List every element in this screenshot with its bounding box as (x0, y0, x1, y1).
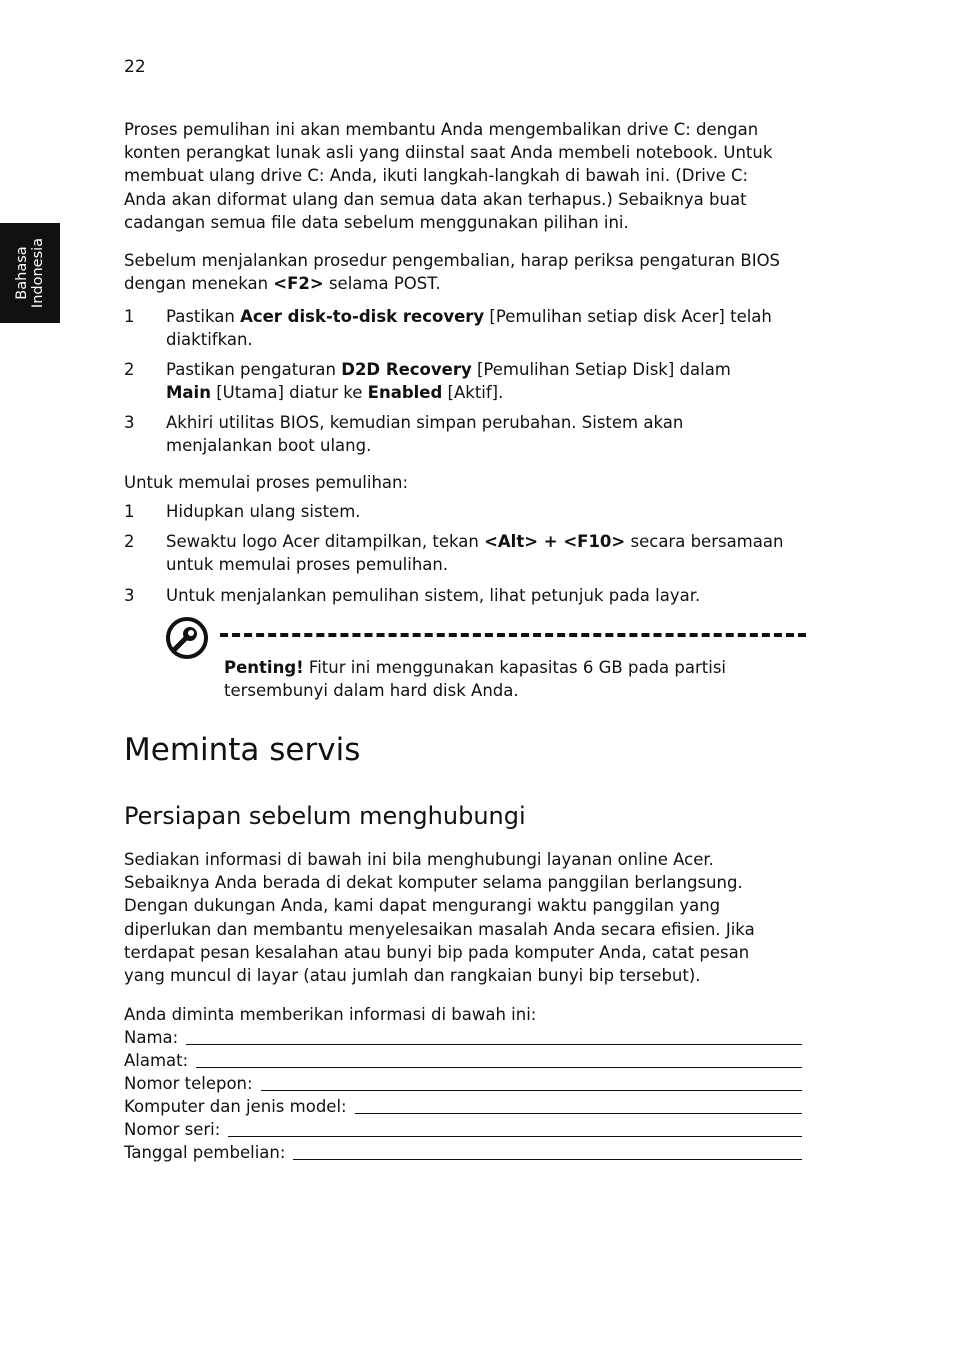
bios-intro-paragraph (124, 249, 814, 295)
form-intro: Anda diminta memberikan informasi di bawah ini: (124, 1005, 537, 1024)
form-label: Nomor seri: (124, 1119, 221, 1139)
form-label: Nomor telepon: (124, 1073, 253, 1093)
blank-line (355, 1112, 802, 1114)
blank-line (186, 1043, 802, 1045)
intro-line: cadangan semua file data sebelum menggunakan pilihan ini. (124, 212, 629, 232)
important-note-icon (165, 616, 209, 660)
intro-line: membuat ulang drive C: Anda, ikuti langkah-langkah di bawah ini. (Drive C: (124, 166, 749, 186)
side-tab-line1: Bahasa (14, 246, 30, 300)
intro-line: Proses pemulihan ini akan membantu Anda mengembalikan drive C: dengan (124, 120, 759, 139)
section-title: Meminta servis (124, 732, 361, 768)
form-label: Alamat: (124, 1050, 189, 1070)
page-number: 22 (124, 57, 146, 77)
note-label: Penting! (224, 658, 304, 677)
bios-intro-line: Sebelum menjalankan prosedur pengembalian, harap periksa pengaturan BIOS (124, 251, 781, 270)
form-label: Nama: (124, 1027, 179, 1047)
list-number: 2 (124, 360, 135, 379)
list-number: 3 (124, 413, 135, 432)
intro-paragraph (124, 118, 814, 234)
list-number: 2 (124, 532, 135, 551)
intro-line: Anda akan diformat ulang dan semua data akan terhapus.) Sebaiknya buat (124, 189, 747, 209)
section-subtitle: Persiapan sebelum menghubungi (124, 802, 526, 830)
list-number: 1 (124, 502, 135, 521)
service-paragraph: Sediakan informasi di bawah ini bila menghubungi layanan online Acer. Sebaiknya Anda berada di dekat komputer selama panggilan berlangsung. Dengan dukungan Anda, kami dapat mengurangi waktu panggilan yang diperlukan dan membantu menyelesaikan masalah Anda secara efisien. Jika terdapat pesan kesalahan atau bunyi bip pada komputer Anda, catat pesan yang muncul di layar (atau jumlah dan rangkaian bunyi bip tersebut). (124, 850, 755, 986)
blank-line (261, 1089, 802, 1091)
blank-line (293, 1158, 802, 1160)
form-label: Tanggal pembelian: (124, 1142, 286, 1162)
note-divider (220, 633, 806, 637)
form-field-purchase-date (124, 1141, 802, 1164)
form-field-model (124, 1095, 802, 1118)
list-number: 1 (124, 307, 135, 326)
form-field-serial (124, 1118, 802, 1141)
form-label: Komputer dan jenis model: (124, 1096, 347, 1116)
form-field-name (124, 1026, 802, 1049)
recovery-intro: Untuk memulai proses pemulihan: (124, 473, 409, 492)
blank-line (196, 1066, 802, 1068)
form-field-phone (124, 1072, 802, 1095)
blank-line (228, 1135, 802, 1137)
key-f2: <F2> (273, 274, 324, 294)
bios-intro-line: dengan menekan <F2> selama POST. (124, 274, 441, 294)
side-tab-line2: Indonesia (30, 237, 46, 309)
note-text: Penting! Fitur ini menggunakan kapasitas 6 GB pada partisi tersembunyi dalam hard disk Anda. (224, 658, 727, 701)
language-side-tab (0, 223, 60, 323)
form-field-address (124, 1049, 802, 1072)
intro-line: konten perangkat lunak asli yang diinstal saat Anda membeli notebook. Untuk (124, 143, 773, 163)
list-number: 3 (124, 586, 135, 605)
